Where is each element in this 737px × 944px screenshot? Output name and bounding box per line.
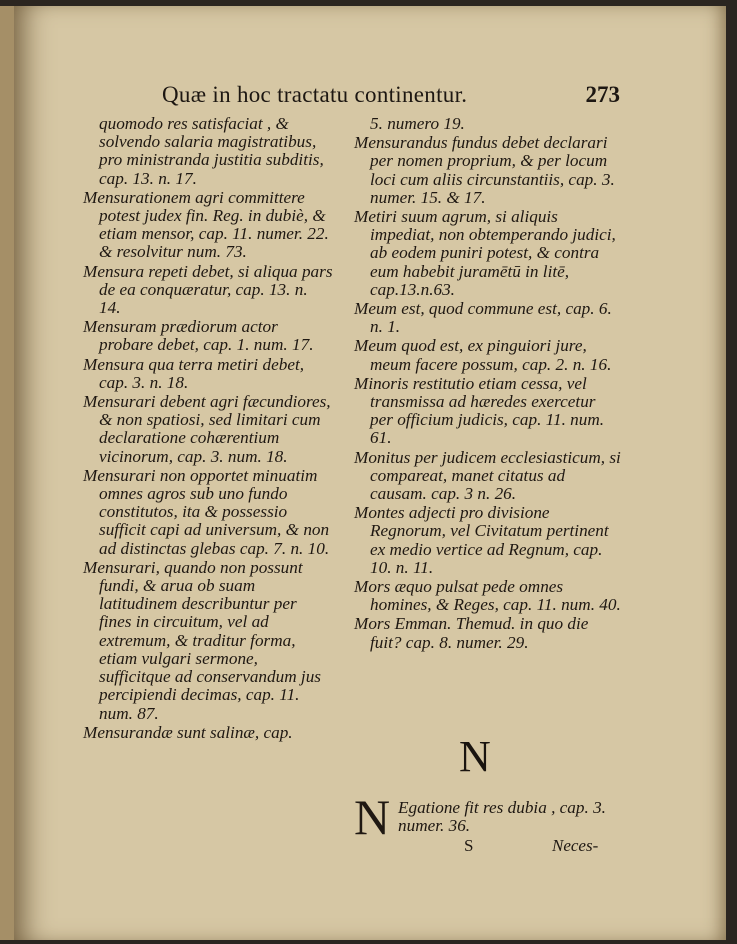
dropcap-letter: N [354, 789, 391, 845]
index-entry: Mensurari, quando non possunt fundi, & arua ob suam latitudinem describuntur per fines in circuitum, vel ad extremum, & traditur forma, etiam vulgari sermone, sufficitque ad conservandum jus percipiendi decimas, cap. 11. num. 87. [83, 557, 321, 723]
index-entry: Mensura qua terra metiri debet, cap. 3. n. 18. [83, 354, 305, 392]
index-entry: 5. numero 19. [370, 114, 465, 133]
index-entry: Mensurationem agri committere potest judex fin. Reg. in dubiè, & etiam mensor, cap. 11. numer. 22. & resolvitur num. 73. [83, 187, 329, 262]
index-entry: Mensurandæ sunt salinæ, cap. [83, 722, 293, 742]
index-column-right [354, 115, 622, 653]
catchword: Neces- [552, 836, 599, 855]
section-letter-heading: N [459, 732, 491, 781]
index-column-left [83, 115, 333, 743]
index-entry: Mensurari non opportet minuatim omnes agros sub uno fundo constitutos, ita & possessio sufficit capi ad universum, & non ad distinctas glebas cap. 7. n. 10. [83, 465, 330, 558]
index-entry: Minoris restitutio etiam cessa, vel transmissa ad hæredes exercetur per officium judicis, cap. 11. num. 61. [354, 373, 605, 448]
index-entry: Meum est, quod commune est, cap. 6. n. 1. [354, 299, 612, 337]
dropcap-entry-text: Egatione fit res dubia , cap. 3. numer. 36. [398, 798, 606, 836]
signature-mark: S [464, 836, 474, 855]
index-entry: Mensura repeti debet, si aliqua pars de ea conquæratur, cap. 13. n. 14. [83, 261, 333, 318]
index-entry: Mensurari debent agri fæcundiores, & non spatiosi, sed limitari cum declaratione cohærentium vicinorum, cap. 3. num. 18. [83, 392, 331, 466]
page-number: 273 [585, 82, 620, 107]
index-entry: Monitus per judicem ecclesiasticum, si compareat, manet citatus ad causam. cap. 3 n. 26. [354, 447, 621, 504]
index-entry: Mensuram prædiorum actor probare debet, cap. 1. num. 17. [83, 317, 314, 355]
index-entry: Mors Emman. Themud. in quo die fuit? cap. 8. numer. 29. [354, 614, 589, 652]
index-entry: Metiri suum agrum, si aliquis impediat, non obtemperando judici, ab eodem puniri potest, & contra eum habebit juramētū in litē, cap.13.n.63. [354, 207, 616, 299]
index-entry: quomodo res satisfaciat , & solvendo salaria magistratibus, pro ministranda justitia subditis, cap. 13. n. 17. [99, 114, 324, 188]
index-entry: Montes adjecti pro divisione Regnorum, vel Civitatum pertinent ex medio vertice ad Regnum, cap. 10. n. 11. [354, 503, 609, 577]
index-entry: Mensurandus fundus debet declarari per nomen proprium, & per locum loci cum aliis circunstantiis, cap. 3. numer. 15. & 17. [354, 133, 615, 207]
running-title: Quæ in hoc tractatu continentur. [162, 82, 468, 107]
index-entry: Meum quod est, ex pinguiori jure, meum facere possum, cap. 2. n. 16. [354, 336, 612, 374]
index-entry: Mors æquo pulsat pede omnes homines, & Reges, cap. 11. num. 40. [354, 577, 621, 615]
